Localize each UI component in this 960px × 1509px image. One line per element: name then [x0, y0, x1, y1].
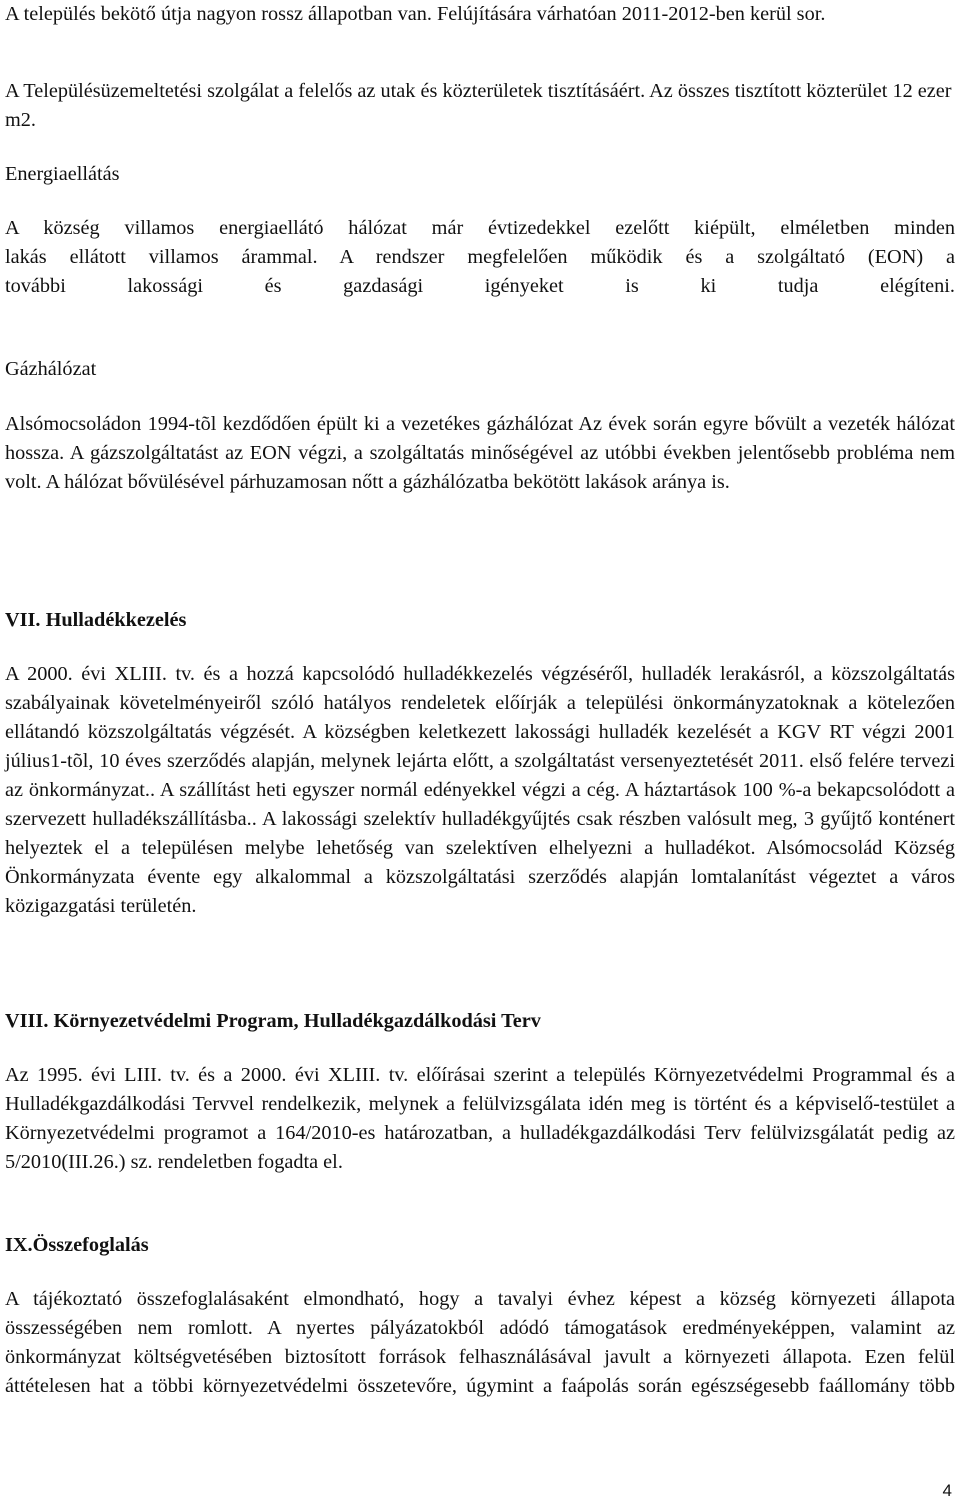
- section-vii-paragraph: A 2000. évi XLIII. tv. és a hozzá kapcsolódó hulladékkezelés végzéséről, hulladék lerakásról, a közszolgáltatás szabályainak követelményeiről szóló hatályos rendeletek előírják a települési önkormányzatoknak a kötelezően ellátandó közszolgáltatás végzését. A községben keletkezett lakossági hulladék kezelését a KGV RT végzi 2001 július1-tõl, 10 éves szerződés alapján, melynek lejárta előtt, a szolgáltatást versenyeztetését 2011. első felére tervezi az önkormányzat.. A szállítást heti egyszer normál edényekkel végzi a cég. A háztartások 100 %-a bekapcsolódott a szervezett hulladékszállításba.. A lakossági szelektív hulladékgyűjtés csak részben valósult meg, 3 gyűjtő konténert helyeztek el a településen melybe lehetőség van szelektíven elhelyezni a hulladékot. Alsómocsolád Község Önkormányzata évente egy alkalommal a közszolgáltatási szerződés alapján lomtalanítást végeztet a város közigazgatási területén.: [5, 663, 955, 917]
- gas-paragraph: Alsómocsoládon 1994-tõl kezdődően épült ki a vezetékes gázhálózat Az évek során egyre bővült a vezeték hálózat hossza. A gázszolgáltatást az EON végzi, a szolgáltatás minőségével az utóbbi években jelentősebb probléma nem volt. A hálózat bővülésével párhuzamosan nőtt a gázhálózatba bekötött lakások aránya is.: [5, 413, 955, 493]
- energy-heading: Energiaellátás: [5, 163, 120, 185]
- paragraph-cleaning: A Településüzemeltetési szolgálat a felelős az utak és közterületek tisztításáért. Az összes tisztított közterület 12 ezer m2.: [5, 80, 952, 131]
- paragraph-road: A település bekötő útja nagyon rossz állapotban van. Felújítására várhatóan 2011-2012-ben kerül sor.: [5, 3, 826, 25]
- energy-line-2: lakás ellátott villamos árammal. A rendszer megfelelően működik és a szolgáltató (EON) a: [5, 246, 955, 268]
- energy-line-1: A község villamos energiaellátó hálózat már évtizedekkel ezelőtt kiépült, elméletben minden: [5, 217, 955, 239]
- gas-heading: Gázhálózat: [5, 358, 97, 380]
- section-vii-heading: VII. Hulladékkezelés: [5, 609, 187, 631]
- section-viii-paragraph: Az 1995. évi LIII. tv. és a 2000. évi XLIII. tv. előírásai szerint a település Környezetvédelmi Programmal és a Hulladékgazdálkodási Tervvel rendelkezik, melynek a felülvizsgálata idén meg is történt és a képviselő-testület a Környezetvédelmi programot a 164/2010-es határozatban, a hulladékgazdálkodási Terv felülvizsgálatát pedig az 5/2010(III.26.) sz. rendeletben fogadta el.: [5, 1064, 955, 1173]
- energy-line-3: további lakossági és gazdasági igényeket is ki tudja elégíteni.: [5, 275, 955, 297]
- section-viii-heading: VIII. Környezetvédelmi Program, Hulladékgazdálkodási Terv: [5, 1010, 541, 1032]
- section-ix-paragraph: A tájékoztató összefoglalásaként elmondható, hogy a tavalyi évhez képest a község környezeti állapota összességében nem romlott. A nyertes pályázatokból adódó támogatások eredményeképpen, valamint az önkormányzat költségvetésében biztosított források felhasználásával javult a környezeti állapota. Ezen felül áttételesen hat a többi környezetvédelmi összetevőre, úgymint a faápolás során egészségesebb faállomány több: [5, 1288, 955, 1397]
- page-number: 4: [942, 1481, 952, 1500]
- section-ix-heading: IX.Összefoglalás: [5, 1234, 149, 1256]
